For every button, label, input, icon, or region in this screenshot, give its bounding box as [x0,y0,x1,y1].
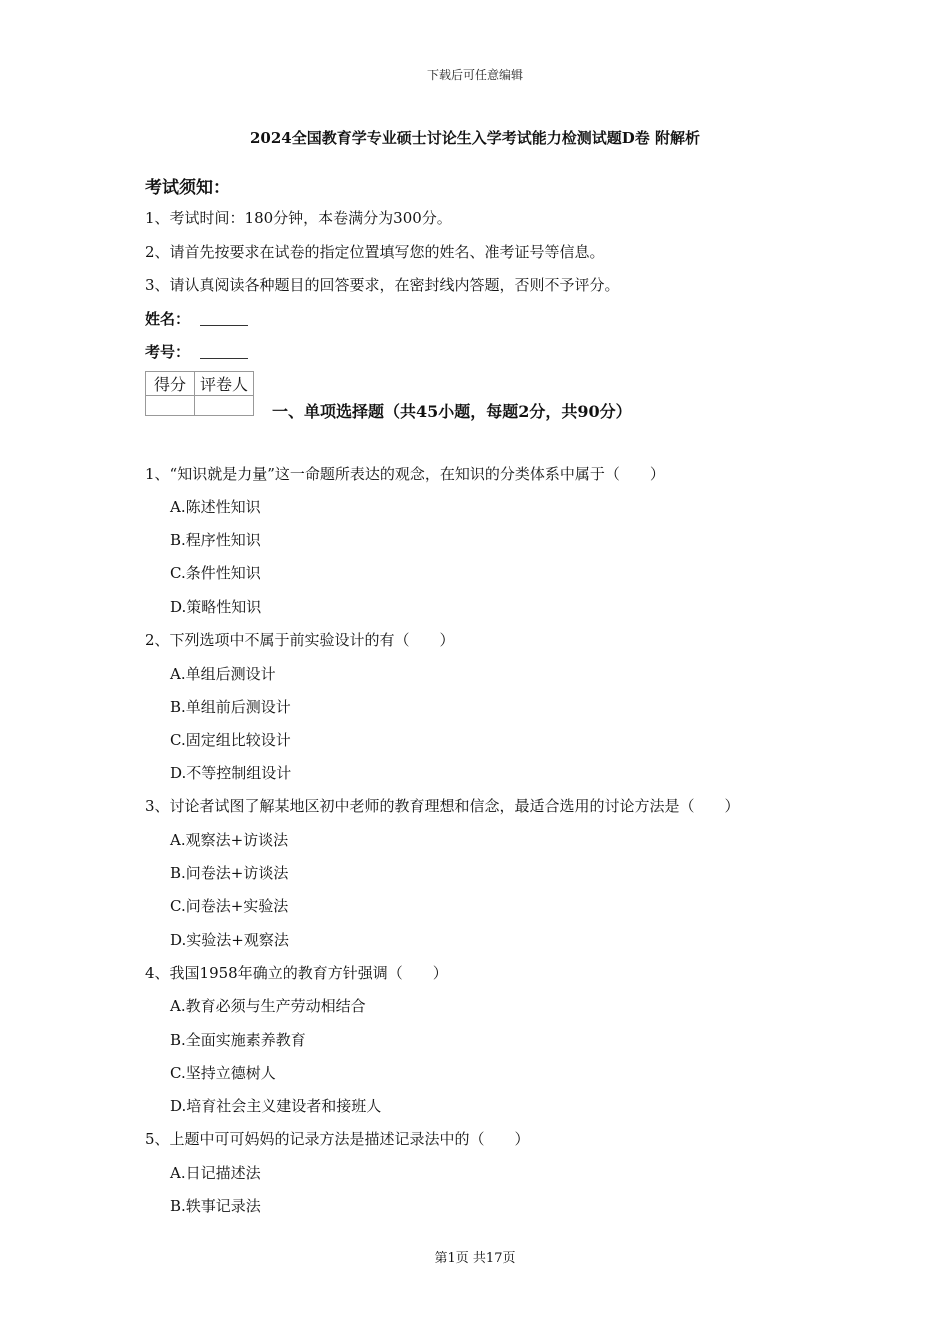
question-option: A.教育必须与生产劳动相结合 [170,997,366,1015]
question-option: A.观察法+访谈法 [170,831,289,849]
question-option: C.固定组比较设计 [170,731,291,749]
notice-item: 3、请认真阅读各种题目的回答要求，在密封线内答题，否则不予评分。 [145,276,620,294]
notice-item: 2、请首先按要求在试卷的指定位置填写您的姓名、准考证号等信息。 [145,243,605,261]
exam-no-field [145,341,248,362]
question-option: C.问卷法+实验法 [170,897,289,915]
document-title: 2024全国教育学专业硕士讨论生入学考试能力检测试题D卷 附解析 [250,129,700,147]
question-option: D.策略性知识 [170,598,262,616]
name-label: 姓名： [145,310,191,328]
name-field [145,308,248,329]
score-table [145,371,254,416]
question-option: B.全面实施素养教育 [170,1031,306,1049]
question-option: D.实验法+观察法 [170,931,289,949]
question-option: A.日记描述法 [170,1164,261,1182]
question-option: C.坚持立德树人 [170,1064,276,1082]
header-note: 下载后可任意编辑 [426,68,523,82]
question-stem: 1、“知识就是力量”这一命题所表达的观念，在知识的分类体系中属于（ ） [145,465,665,483]
name-blank-line [200,324,248,326]
question-option: A.陈述性知识 [170,498,261,516]
grader-header: 评卷人 [195,372,254,396]
question-option: B.程序性知识 [170,531,261,549]
page-footer: 第1页 共17页 [434,1251,516,1266]
question-option: B.问卷法+访谈法 [170,864,289,882]
question-stem: 2、下列选项中不属于前实验设计的有（ ） [145,631,455,649]
exam-no-blank-line [200,357,248,359]
notice-heading: 考试须知： [145,178,230,198]
question-option: B.单组前后测设计 [170,698,291,716]
question-stem: 3、讨论者试图了解某地区初中老师的教育理想和信念，最适合选用的讨论方法是（ ） [145,797,740,815]
question-stem: 4、我国1958年确立的教育方针强调（ ） [145,964,448,982]
question-option: A.单组后测设计 [170,665,276,683]
question-option: D.培育社会主义建设者和接班人 [170,1097,382,1115]
question-option: B.轶事记录法 [170,1197,261,1215]
score-header: 得分 [146,372,195,396]
section-title: 一、单项选择题（共45小题，每题2分，共90分） [272,402,632,421]
grader-cell [195,396,254,416]
question-option: C.条件性知识 [170,564,261,582]
exam-no-label: 考号： [145,343,191,361]
question-stem: 5、上题中可可妈妈的记录方法是描述记录法中的（ ） [145,1130,530,1148]
notice-item: 1、考试时间：180分钟，本卷满分为300分。 [145,209,452,227]
score-cell [146,396,195,416]
question-option: D.不等控制组设计 [170,764,292,782]
